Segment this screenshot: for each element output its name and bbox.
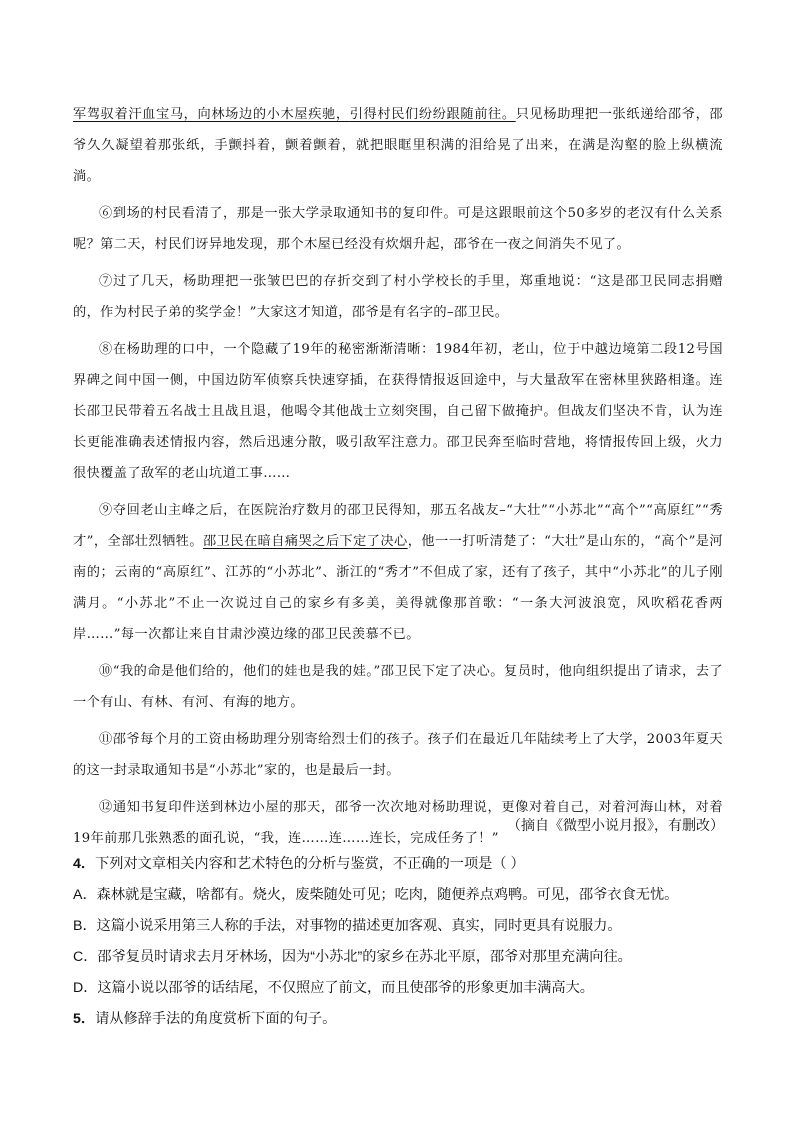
paragraph-7: ⑦过了几天，杨助理把一张皱巴巴的存折交到了村小学校长的手里，郑重地说：“这是邵卫民同志捐赠的，作为村民子弟的奖学金！”大家这才知道，邵爷是有名字的–邵卫民。 [73,274,723,320]
story-text [73,99,723,860]
underlined-phrase: 向林场边的小木屋疾驰， [197,107,350,122]
option-a: A．森林就是宝藏，啥都有。烧火，废柴随处可见；吃肉，随便养点鸡鸭。可见，邵爷衣食无忧。 [73,887,679,903]
option-d: D．这篇小说以邵爷的话结尾，不仅照应了前文，而且使邵爷的形象更加丰满高大。 [73,980,594,996]
option-b: B．这篇小说采用第三人称的手法，对事物的描述更加客观、真实，同时更具有说服力。 [73,918,622,934]
option-c: C．邵爷复员时请求去月牙林场，因为“小苏北”的家乡在苏北平原，邵爷对那里充满向往。 [73,949,632,965]
question-text: 下列对文章相关内容和艺术特色的分析与鉴赏，不正确的一项是（ ） [95,856,525,872]
underlined-sentence: 邵卫民在暗自痛哭之后下定了决心 [203,534,408,549]
questions-section [73,849,733,1035]
paragraph-9 [73,495,723,650]
question-text: 请从修辞手法的角度赏析下面的句子。 [95,1011,337,1027]
underlined-phrase: 引得村民们纷纷跟随前往。 [349,107,516,122]
paragraph-10: ⑩“我的命是他们给的，他们的娃也是我的娃。”邵卫民下定了决心。复员时，他向组织提出了请求，去了一个有山、有林、有河、有海的地方。 [73,664,723,710]
paragraph-text: ，他一一打听清楚了：“大壮”是山东的，“高个”是河南的；云南的“高原红”、江苏的“小苏北”、浙江的“秀才”不但成了家，还有了孩子，其中“小苏北”的儿子刚满月。“小苏北”不止一次说过自己的家乡有多美，美得就像那首歌：“一条大河波浪宽，风吹稻花香两岸……”每一次都让来自甘肃沙漠边缘的邵卫民羡慕不已。 [73,534,723,642]
question-number: 5． [73,1011,96,1027]
paragraph-11: ⑪邵爷每个月的工资由杨助理分别寄给烈士们的孩子。孩子们在最近几年陆续考上了大学，2003年夏天的这一封录取通知书是“小苏北”家的，也是最后一封。 [73,732,723,778]
question-number: 4． [73,856,96,872]
paragraph-5-continued [73,99,723,192]
paragraph-text: 只见杨助理把一张纸递给邵爷，邵爷久久凝望着那张纸，手颤抖着，颤着颤着，就把眼眶里积满的泪给晃了出来，在满是沟壑的脸上纵横流淌。 [73,107,723,184]
question-4 [73,849,733,880]
paragraph-8: ⑧在杨助理的口中，一个隐藏了19年的秘密渐渐清晰：1984年初，老山，位于中越边境第二段12号国界碑之间中国一侧，中国边防军侦察兵快速穿插，在获得情报返回途中，与大量敌军在密林里狭路相逢。连长邵卫民带着五名战士且战且退，他喝令其他战士立刻突围，自己留下做掩护。但战友们坚决不肯，认为连长更能准确表述情报内容，然后迅速分散，吸引敌军注意力。邵卫民奔至临时营地，将情报传回上级，火力很快覆盖了敌军的老山坑道工事…… [73,342,723,481]
underlined-phrase: 军驾驭着汗血宝马， [73,107,198,122]
paragraph-text: ⑨夺回老山主峰之后，在医院治疗数月的邵卫民得知，那五名战友–“大壮”“小苏北”“高个”“高原红”“秀才”，全部壮烈牺牲。 [73,503,723,549]
paragraph-12: ⑫通知书复印件送到林边小屋的那天，邵爷一次次地对杨助理说，更像对着自己，对着河海山林，对着19年前那几张熟悉的面孔说，“我，连……连……连长，完成任务了！” [73,800,723,846]
paragraph-6: ⑥到场的村民看清了，那是一张大学录取通知书的复印件。可是这跟眼前这个50多岁的老汉有什么关系呢？第二天，村民们讶异地发现，那个木屋已经没有炊烟升起，邵爷在一夜之间消失不见了。 [73,206,723,252]
question-5 [73,1004,733,1035]
source-citation: （摘自《微型小说月报》，有删改） [507,817,724,833]
